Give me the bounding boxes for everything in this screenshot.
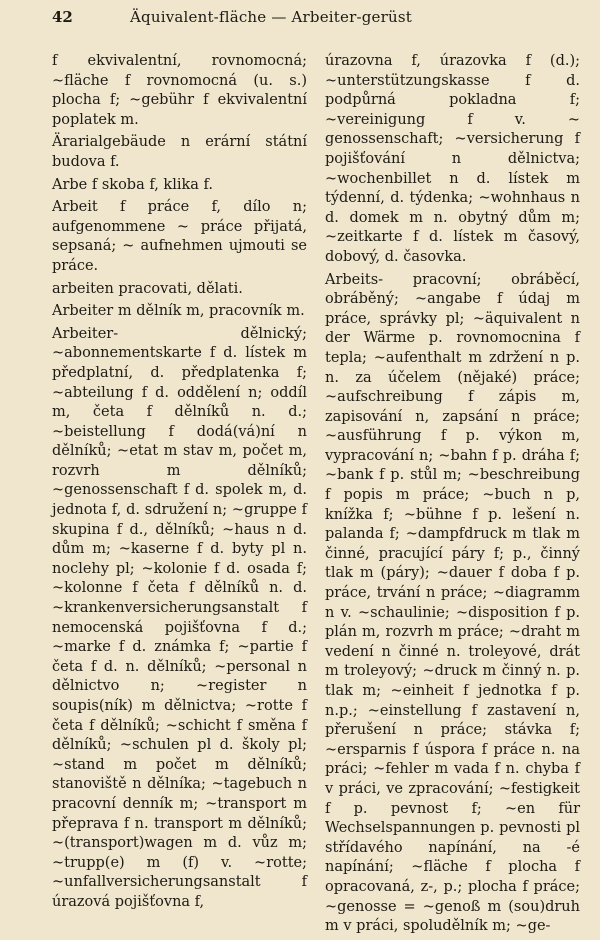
entry-ararialgebaeude: Ärarialgebäude n erární státní budova f. bbox=[52, 134, 307, 170]
page-number: 42 bbox=[52, 8, 73, 26]
page-header bbox=[52, 8, 580, 38]
entry-arbeiter-compounds-cont: úrazovna f, úrazovka f (d.); ~unterstützungskasse f d. podpůrná pokladna f; ~vereinigung f v. ~ genossenschaft; ~versicherung f pojišťování n dělnictva; ~wochenbillet n d. lístek m týdenní, d. týdenka; ~wohnhaus n d. domek m n. obytný dům m; ~zeitkarte f d. lístek m časový, dobový, d. časovka. bbox=[325, 53, 580, 265]
right-column bbox=[325, 52, 580, 940]
entry-arbeiten: arbeiten pracovati, dělati. bbox=[52, 280, 243, 297]
entry-arbeiter-compounds: Arbeiter- dělnický; ~abonnementskarte f d. lístek m předplatní, d. předplatenka f; ~abteilung f d. oddělení n; oddíl m, četa f dělníků n. d.; ~beistellung f dodá(vá)ní n dělníků; ~etat m stav m, počet m, rozvrh m dělníků; ~genossenschaft f d. spolek m, d. jednota f, d. sdružení n; ~gruppe f skupina f d., dělníků; ~haus n d. dům m; ~kaserne f d. byty pl n. noclehy pl; ~kolonie f d. osada f; ~kolonne f četa f dělníků n. d. ~krankenversicherungsanstalt f nemocenská pojišťovna f d.; ~marke f d. známka f; ~partie f četa f d. n. dělníků; ~personal n dělnictvo n; ~register n soupis(ník) m dělnictva; ~rotte f četa f dělníků; ~schicht f směna f dělníků; ~schulen pl d. školy pl; ~stand m počet m dělníků; stanoviště n dělníka; ~tagebuch n pracovní denník m; ~transport m přeprava f n. transport m dělníků; ~(transport)wagen m d. vůz m; ~trupp(e) m (f) v. ~rotte; ~unfallversicherungsanstalt f úrazová pojišťovna f, bbox=[52, 325, 307, 910]
left-column bbox=[52, 52, 307, 940]
running-title: Äquivalent-fläche — Arbeiter-gerüst bbox=[130, 8, 412, 26]
entry-arbe: Arbe f skoba f, klika f. bbox=[52, 176, 213, 193]
entry-aequivalent-cont: f ekvivalentní, rovnomocná; ~fläche f rovnomocná (u. s.) plocha f; ~gebühr f ekvivalentní poplatek m. bbox=[52, 53, 307, 128]
text-columns bbox=[52, 52, 580, 940]
entry-arbeiter: Arbeiter m dělník m, pracovník m. bbox=[52, 303, 305, 320]
entry-arbeits-compounds: Arbeits- pracovní; obráběcí, obráběný; ~angabe f údaj m práce, správky pl; ~äquivalent n der Wärme p. rovnomocnina f tepla; ~aufenthalt m zdržení n p. n. za účelem (nějaké) práce; ~aufschreibung f zápis m, zapisování n, zapsání n práce; ~ausführung f p. výkon m, vypracování n; ~bahn f p. dráha f; ~bank f p. stůl m; ~beschreibung f popis m práce; ~buch n p, knížka f; ~bühne f p. lešení n. palanda f; ~dampfdruck m tlak m činné, pracující páry f; p., činný tlak m (páry); ~dauer f doba f p. práce, trvání n práce; ~diagramm n v. ~schaulinie; ~disposition f p. plán m, rozvrh m práce; ~draht m vedení n činné n. troleyové, drát m troleyový; ~druck m činný n. p. tlak m; ~einheit f jednotka f p. n.p.; ~einstellung f zastavení n, přerušení n práce; stávka f; ~ersparnis f úspora f práce n. na práci; ~fehler m vada f n. chyba f v práci, ve zpracování; ~festigkeit f p. pevnost f; ~en für Wechselspannungen p. pevnosti pl střídavého napínání, na -é napínání; ~fläche f plocha f opracovaná, z-, p.; plocha f práce; ~genosse = ~genoß m (sou)druh m v práci, spoludělník m; ~ge- bbox=[325, 271, 580, 935]
entry-arbeit: Arbeit f práce f, dílo n; aufgenommene ~ práce přijatá, sepsaná; ~ aufnehmen ujmouti se práce. bbox=[52, 199, 307, 274]
